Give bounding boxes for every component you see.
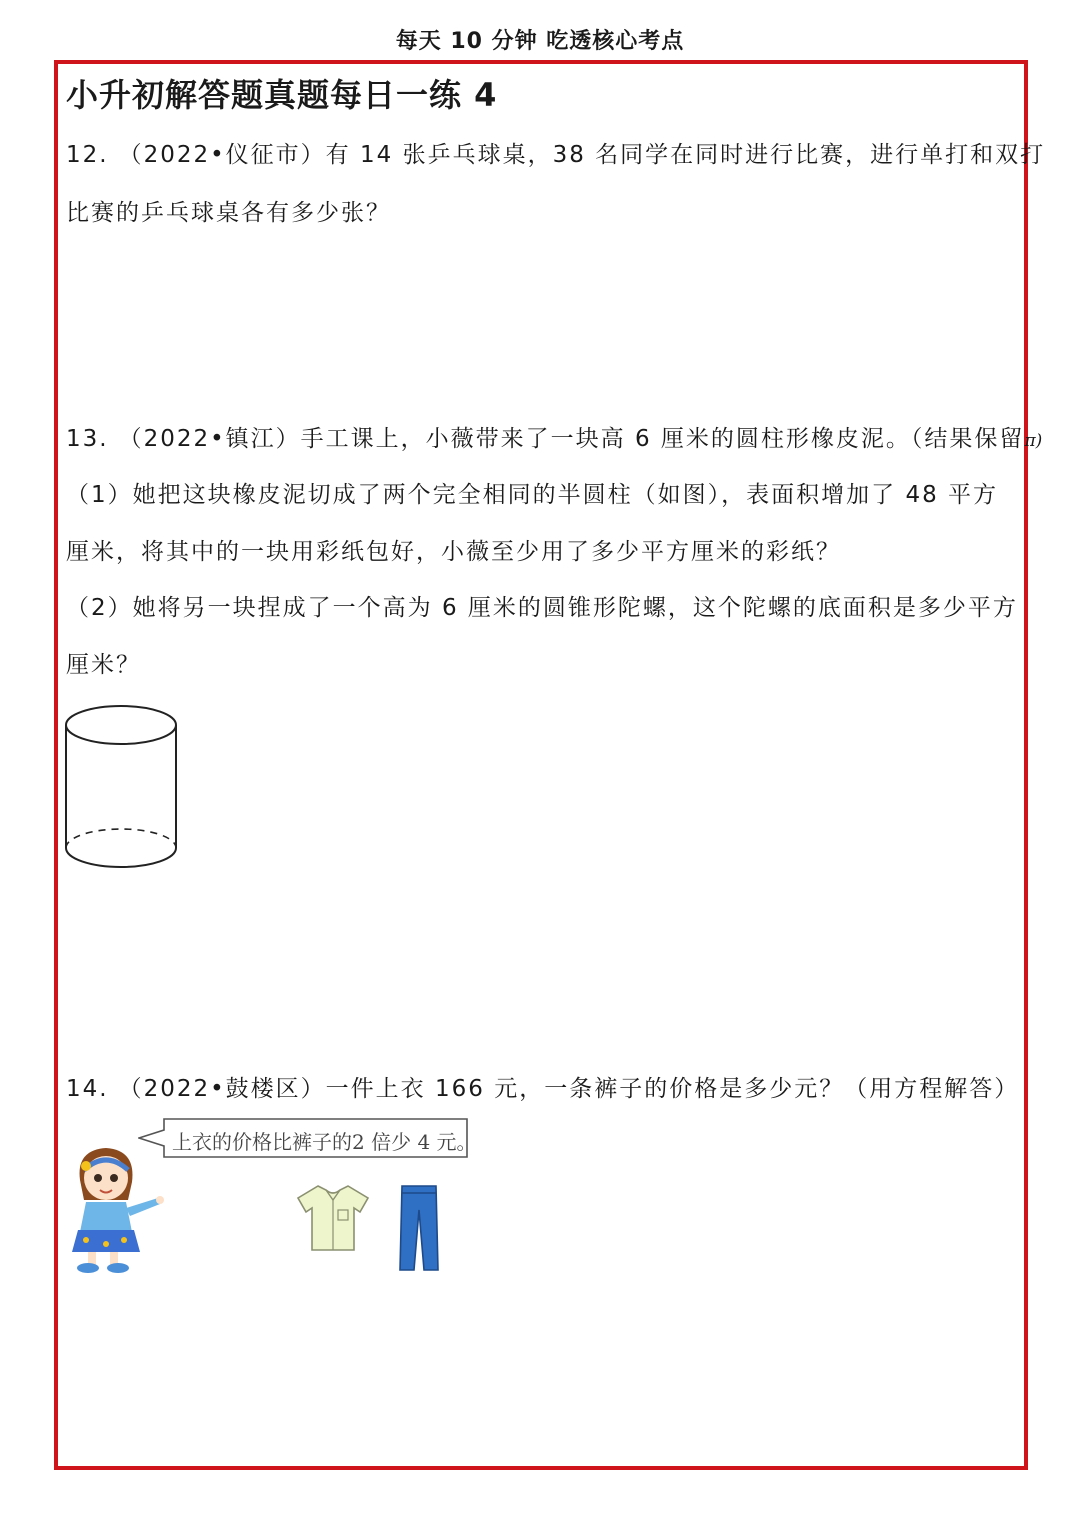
cylinder-top-ellipse: [66, 706, 176, 744]
q12-line2: 比赛的乒乓球桌各有多少张？: [66, 200, 391, 226]
q13-part1-line1: （1）她把这块橡皮泥切成了两个完全相同的半圆柱（如图），表面积增加了 48 平方: [66, 482, 999, 508]
q13-number: 13.: [66, 426, 109, 452]
cylinder-figure: [60, 698, 184, 874]
page-frame: [54, 60, 1028, 1470]
q12-text: （2022•仪征市）有 14 张乒乓球桌，38 名同学在同时进行比赛，进行单打和双打: [118, 142, 1046, 168]
sheet-title: 小升初解答题真题每日一练 4: [66, 76, 498, 114]
q14-number: 14.: [66, 1076, 109, 1102]
q13-text: （2022•镇江）手工课上，小薇带来了一块高 6 厘米的圆柱形橡皮泥。（结果保留: [118, 426, 1025, 452]
cylinder-bottom-front: [66, 848, 176, 867]
speech-bubble-text: 上衣的价格比裤子的2 倍少 4 元。: [172, 1130, 477, 1154]
q13-line1: [66, 420, 1042, 453]
q13-part1-line2: 厘米，将其中的一块用彩纸包好，小薇至少用了多少平方厘米的彩纸？: [66, 539, 841, 565]
q13-pi: π): [1024, 431, 1043, 451]
pants-icon: [398, 1184, 440, 1272]
q13-part2-line2: 厘米？: [66, 652, 141, 678]
q14-line1: [66, 1070, 1019, 1103]
girl-illustration: [62, 1140, 166, 1276]
cylinder-bottom-back: [66, 829, 176, 848]
q12-line1: [66, 136, 1045, 169]
q12-number: 12.: [66, 142, 109, 168]
q14-text: （2022•鼓楼区）一件上衣 166 元，一条裤子的价格是多少元？（用方程解答）: [118, 1076, 1020, 1102]
q13-part2-line1: （2）她将另一块捏成了一个高为 6 厘米的圆锥形陀螺，这个陀螺的底面积是多少平方: [66, 595, 1018, 621]
header-title: 每天 10 分钟 吃透核心考点: [395, 29, 685, 54]
shirt-icon: [296, 1184, 370, 1252]
